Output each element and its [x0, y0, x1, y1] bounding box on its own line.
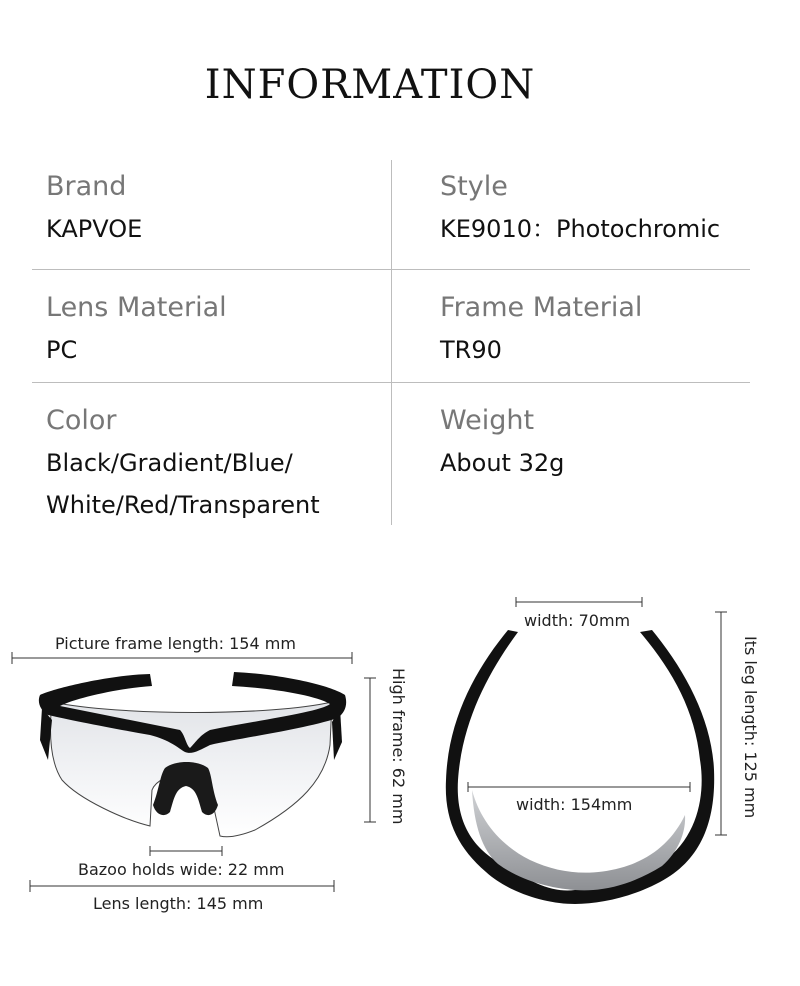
spec-brand: [46, 170, 142, 250]
top-width-label: width: 70mm: [524, 611, 631, 630]
frame-length-label: Picture frame length: 154 mm: [55, 634, 296, 653]
lens-length-label: Lens length: 145 mm: [93, 894, 264, 913]
spec-value: About 32g: [440, 449, 565, 477]
spec-value-line: Black/Gradient/Blue/: [46, 449, 293, 477]
spec-label: Weight: [440, 405, 535, 436]
spec-label: Style: [440, 171, 508, 202]
spec-value-line: White/Red/Transparent: [46, 491, 320, 519]
left-frame-edge: [40, 708, 52, 760]
high-frame-dimension-line: [364, 678, 376, 822]
row-divider: [32, 269, 750, 270]
spec-label: Color: [46, 405, 117, 436]
top-view-glasses-illustration: [430, 590, 760, 920]
spec-value: TR90: [440, 336, 502, 364]
row-divider: [32, 382, 750, 383]
width-154-dimension-line: [468, 782, 690, 792]
spec-value: KAPVOE: [46, 215, 143, 243]
frame-length-dimension-line: [12, 652, 352, 664]
spec-table: [32, 160, 750, 525]
column-divider: [391, 160, 392, 525]
spec-label: Frame Material: [440, 292, 643, 323]
spec-value: KE9010：Photochromic: [440, 215, 721, 243]
spec-color: [46, 404, 320, 526]
frame-outline: [446, 630, 714, 904]
spec-value: [46, 442, 320, 526]
spec-label: Brand: [46, 171, 127, 202]
spec-weight: [440, 404, 564, 484]
mid-width-label: width: 154mm: [516, 795, 633, 814]
spec-frame-material: [440, 291, 642, 371]
page-title: INFORMATION: [204, 62, 536, 108]
leg-length-label: Its leg length: 125 mm: [741, 636, 760, 819]
high-frame-label: High frame: 62 mm: [389, 668, 408, 825]
lens-length-dimension-line: [30, 880, 334, 892]
spec-lens-material: [46, 291, 227, 371]
bazoo-width-label: Bazoo holds wide: 22 mm: [78, 860, 285, 879]
leg-length-dimension-line: [715, 612, 727, 835]
spec-label: Lens Material: [46, 292, 227, 323]
bazoo-width-dimension-line: [150, 846, 222, 856]
spec-style: [440, 170, 720, 250]
width-70-dimension-line: [516, 597, 642, 607]
spec-value: PC: [46, 336, 78, 364]
